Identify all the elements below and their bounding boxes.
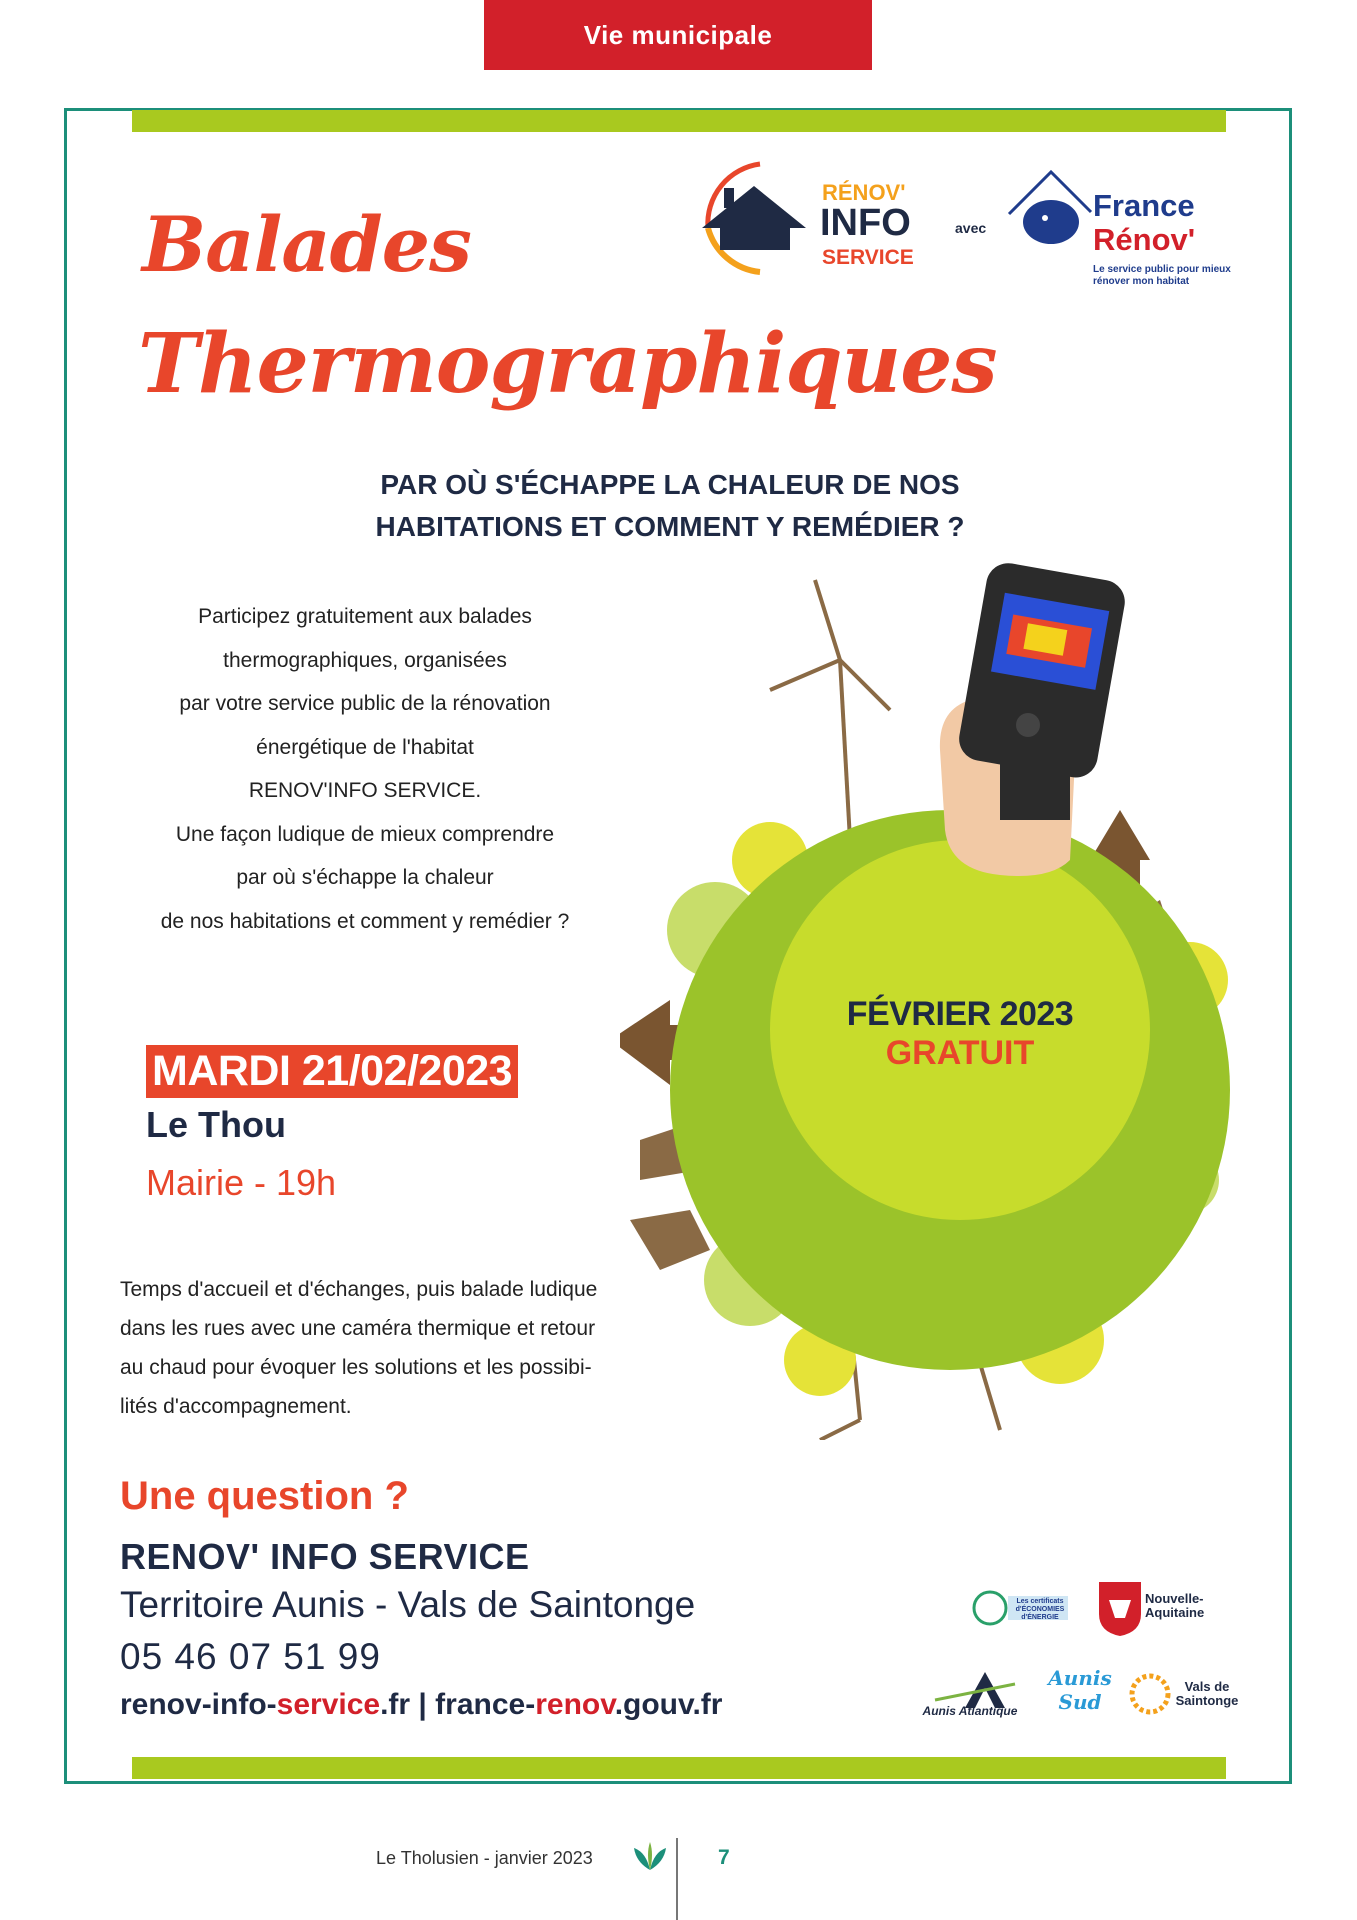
- url-renov-info-service[interactable]: renov-info-service.fr: [120, 1688, 411, 1721]
- vals-sun-icon: [1128, 1672, 1172, 1716]
- vals-de-saintonge-logo: Vals de Saintonge: [1128, 1672, 1243, 1722]
- footer-publication: Le Tholusien - janvier 2023: [376, 1848, 593, 1868]
- renov-info-logo: [690, 158, 980, 278]
- intro-line: énergétique de l'habitat: [256, 735, 474, 759]
- badge-month: FÉVRIER 2023: [846, 995, 1074, 1033]
- title-line-2: Thermographiques: [138, 316, 997, 412]
- details-line: dans les rues avec une caméra thermique et retour: [120, 1317, 596, 1340]
- cee-logo: Les certificats d'ÉCONOMIES d'ÉNERGIE: [970, 1588, 1070, 1628]
- renov-logo-word-3: SERVICE: [822, 246, 914, 269]
- event-date: MARDI 21/02/2023: [146, 1045, 518, 1098]
- intro-line: thermographiques, organisées: [223, 648, 507, 672]
- details-line: Temps d'accueil et d'échanges, puis balade ludique: [120, 1278, 598, 1301]
- renov-logo-word-1: RÉNOV': [822, 180, 906, 205]
- france-renov-word-2: Rénov': [1093, 222, 1196, 257]
- title-line-1: Balades: [142, 200, 471, 289]
- aunis-atlantique-logo: Aunis Atlantique: [915, 1670, 1025, 1730]
- house-logo-icon: [690, 158, 820, 278]
- section-tab: Vie municipale: [484, 0, 872, 70]
- region-logo: Nouvelle-Aquitaine: [1095, 1578, 1225, 1638]
- leaf-icon: [632, 1842, 668, 1872]
- date-badge: [840, 995, 1080, 1073]
- badge-price: GRATUIT: [885, 1034, 1035, 1072]
- subtitle-line-1: PAR OÙ S'ÉCHAPPE LA CHALEUR DE NOS: [380, 469, 960, 500]
- page-number: 7: [718, 1846, 730, 1869]
- intro-paragraph: [110, 595, 620, 943]
- intro-line: de nos habitations et comment y remédier ?: [160, 909, 570, 933]
- france-renov-word-1: France: [1093, 188, 1195, 223]
- france-renov-tagline: Le service public pour mieux rénover mon habitat: [1093, 264, 1231, 287]
- subtitle: [300, 464, 1040, 548]
- aunis-sud-logo: Aunis Sud: [1048, 1666, 1112, 1714]
- question-heading: Une question ?: [120, 1474, 409, 1518]
- top-green-bar: [132, 110, 1226, 132]
- intro-line: RENOV'INFO SERVICE.: [248, 779, 482, 802]
- subtitle-line-2: HABITATIONS ET COMMENT Y REMÉDIER ?: [375, 511, 965, 542]
- intro-line: par où s'échappe la chaleur: [236, 866, 494, 889]
- details-paragraph: [120, 1270, 700, 1426]
- details-line: au chaud pour évoquer les solutions et les possibi-: [120, 1356, 592, 1379]
- url-france-renov[interactable]: france-renov.gouv.fr: [435, 1688, 723, 1721]
- renov-logo-word-2: INFO: [820, 202, 911, 244]
- bottom-green-bar: [132, 1757, 1226, 1779]
- intro-line: par votre service public de la rénovation: [179, 692, 551, 715]
- contact-urls: renov-info-service.fr | france-renov.gouv.fr: [120, 1688, 723, 1721]
- france-renov-logo: [1005, 164, 1245, 287]
- intro-line: Une façon ludique de mieux comprendre: [175, 822, 555, 846]
- contact-org: RENOV' INFO SERVICE: [120, 1536, 530, 1577]
- contact-phone: 05 46 07 51 99: [120, 1636, 381, 1677]
- france-renov-icon: [1005, 164, 1095, 264]
- details-line: lités d'accompagnement.: [120, 1395, 352, 1418]
- contact-territory: Territoire Aunis - Vals de Saintonge: [120, 1584, 696, 1625]
- event-place: Le Thou: [146, 1104, 286, 1145]
- event-time: Mairie - 19h: [146, 1162, 337, 1203]
- intro-line: Participez gratuitement aux balades: [198, 605, 532, 628]
- footer-divider: [676, 1838, 678, 1920]
- avec-label: avec: [955, 220, 987, 236]
- region-shield-icon: [1095, 1578, 1145, 1638]
